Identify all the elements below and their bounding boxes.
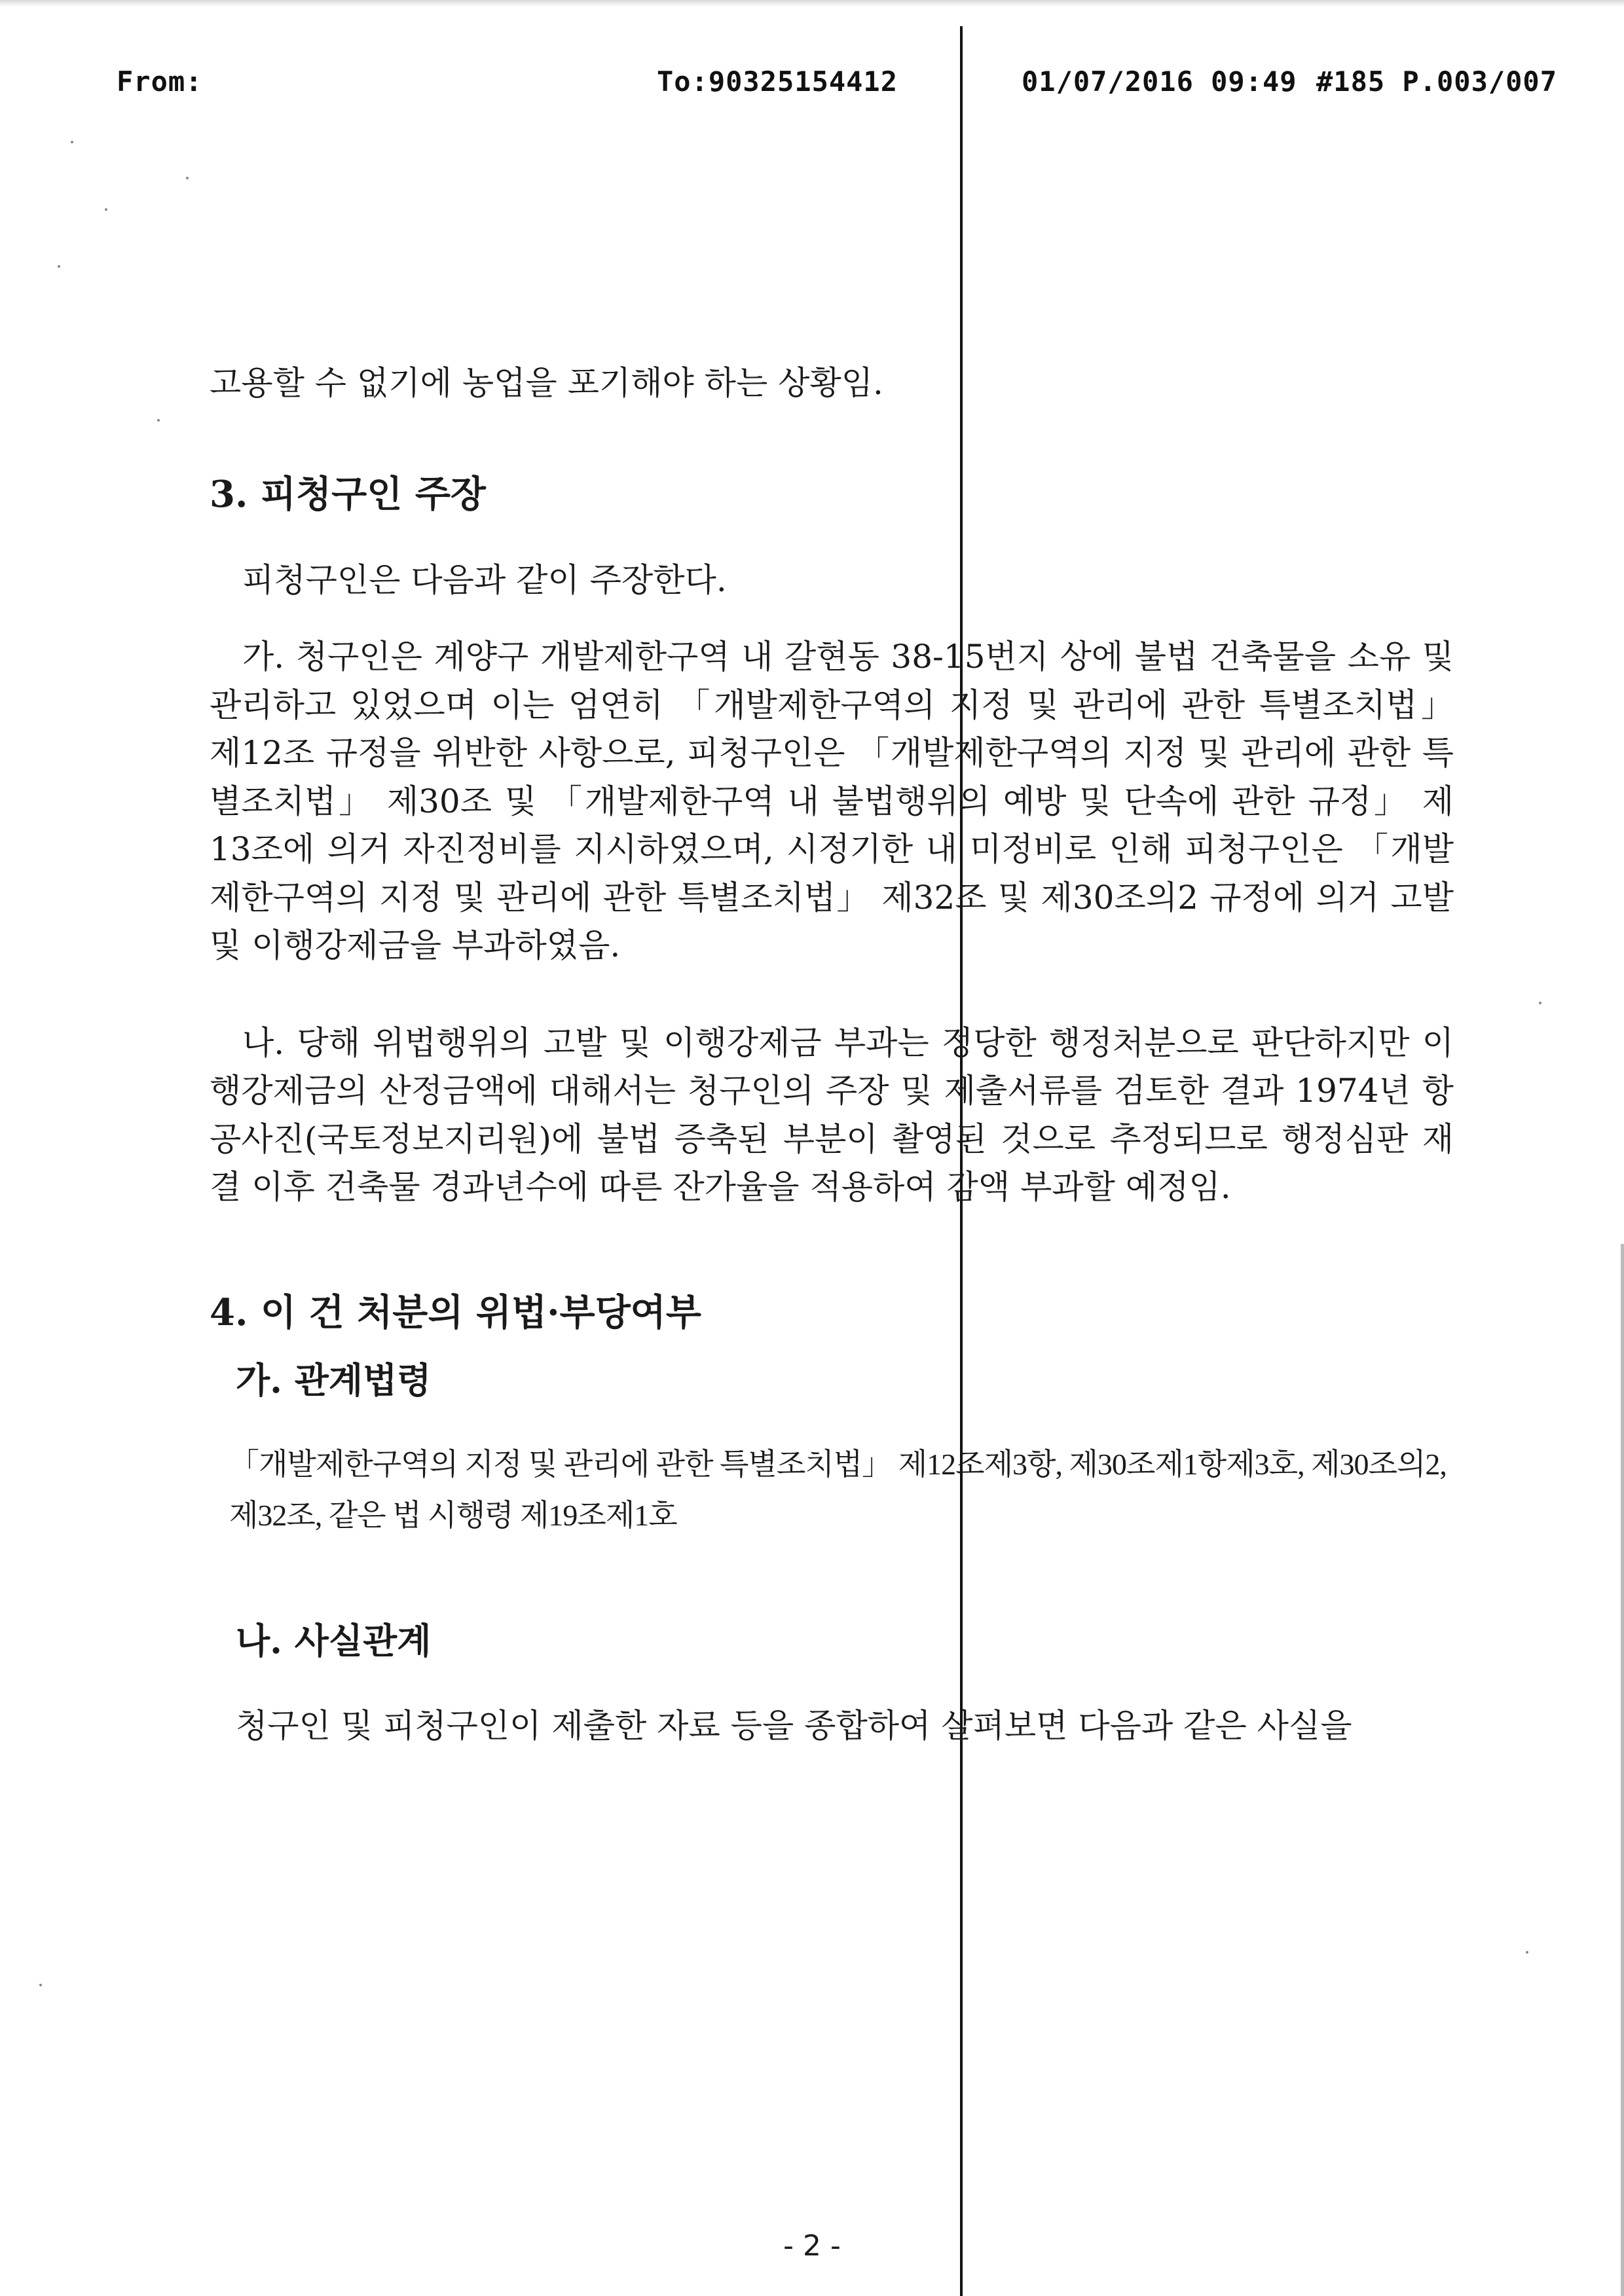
fax-from: From: [117, 65, 203, 98]
scan-speck [71, 141, 73, 143]
scan-speck [1526, 1951, 1528, 1954]
section4-title: 4. 이 건 처분의 위법·부당여부 [210, 1290, 701, 1334]
scan-speck [186, 177, 189, 179]
fax-to-number: To:90325154412 [657, 65, 898, 98]
document-body [210, 360, 1454, 1749]
scan-top-edge [0, 0, 1624, 7]
section4-sub-ga-title: 가. 관계법령 [236, 1358, 432, 1401]
scan-speck [1539, 1002, 1541, 1004]
scan-speck [39, 1984, 42, 1986]
section3-title: 3. 피청구인 주장 [210, 473, 487, 516]
fax-page-info: #185 P.003/007 [1316, 65, 1558, 98]
intro-line: 고용할 수 없기에 농업을 포기해야 하는 상황임. [210, 364, 883, 402]
section4-sub-na-title: 나. 사실관계 [236, 1619, 432, 1662]
scan-speck [157, 419, 160, 422]
scan-speck [105, 208, 107, 211]
section3-item-na: 나. 당해 위법행위의 고발 및 이행강제금 부과는 정당한 행정처분으로 판단하지만 이행강제금의 산정금액에 대해서는 청구인의 주장 및 제출서류를 검토한 결과 1974년 항공사진(국토정보지리원)에 불법 증축된 부분이 촬영된 것으로 추정되므로 행정심판 재결 이후 건축물 경과년수에 따른 잔가율을 적용하여 감액 부과할 예정임. [210, 1023, 1454, 1206]
section3-item-ga: 가. 청구인은 계양구 개발제한구역 내 갈현동 38-15번지 상에 불법 건축물을 소유 및 관리하고 있었으며 이는 엄연히 「개발제한구역의 지정 및 관리에 관한 특별조치법」 제12조 규정을 위반한 사항으로, 피청구인은 「개발제한구역의 지정 및 관리에 관한 특별조치법」 제30조 및 「개발제한구역 내 불법행위의 예방 및 단속에 관한 규정」 제13조에 의거 자진정비를 지시하였으며, 시정기한 내 미정비로 인해 피청구인은 「개발제한구역의 지정 및 관리에 관한 특별조치법」 제32조 및 제30조의2 규정에 의거 고발 및 이행강제금을 부과하였음. [210, 638, 1454, 964]
section3-lead: 피청구인은 다음과 같이 주장한다. [242, 561, 727, 599]
scan-speck [58, 265, 60, 268]
page-number: - 2 - [783, 2229, 841, 2263]
facts-text: 청구인 및 피청구인이 제출한 자료 등을 종합하여 살펴보면 다음과 같은 사실을 [236, 1706, 1352, 1745]
scan-right-edge [1621, 1244, 1624, 2296]
fax-timestamp: 01/07/2016 09:49 [1022, 65, 1297, 98]
related-laws-text: 「개발제한구역의 지정 및 관리에 관한 특별조치법」 제12조제3항, 제30조제1항제3호, 제30조의2, 제32조, 같은 법 시행령 제19조제1호 [229, 1447, 1447, 1532]
